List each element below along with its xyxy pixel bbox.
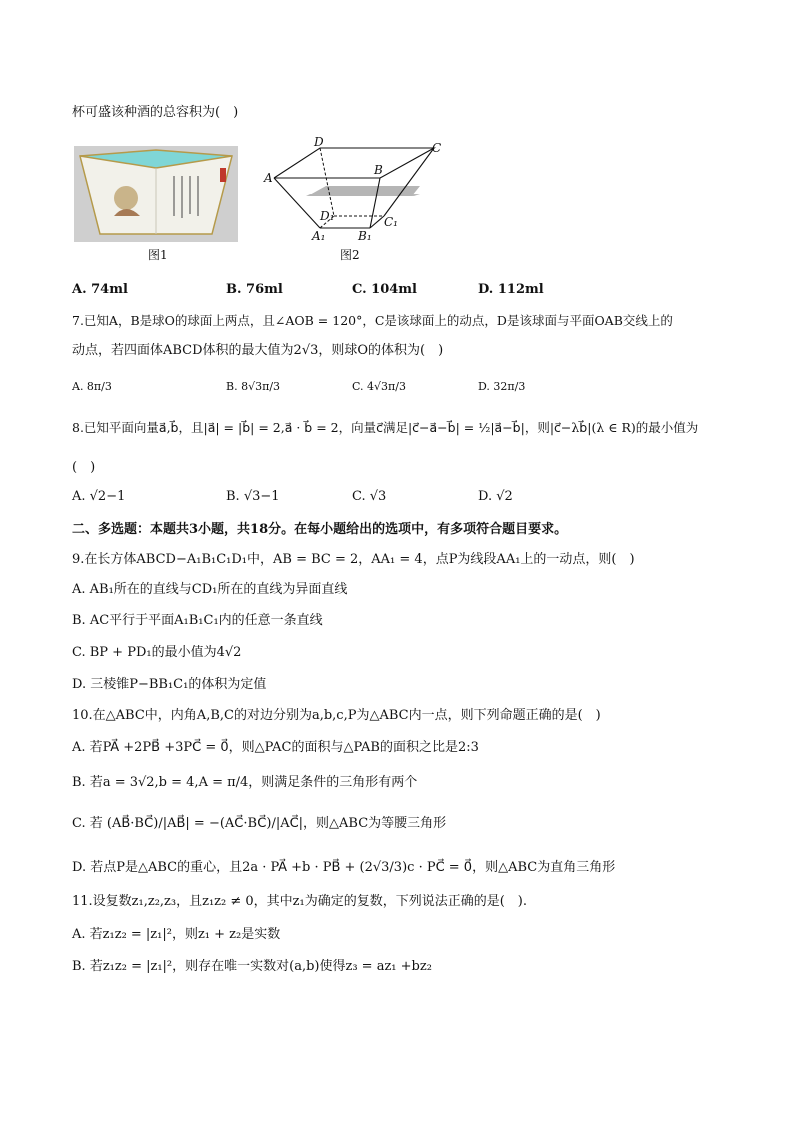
vertex-a: A	[264, 171, 273, 185]
vertex-d: D	[314, 136, 324, 149]
figure-1-label: 图1	[148, 248, 168, 262]
enamel-cup-photo	[74, 146, 238, 242]
q9-option-c: C. BP + PD₁的最小值为4√2	[72, 645, 242, 660]
vertex-b1: B₁	[358, 229, 372, 243]
q11-option-a: A. 若z₁z₂ = |z₁|²，则z₁ + z₂是实数	[72, 927, 281, 942]
vertex-d1: D₁	[320, 209, 335, 223]
q9-option-a: A. AB₁所在的直线与CD₁所在的直线为异面直线	[72, 582, 348, 597]
vertex-c: C	[432, 141, 442, 155]
q10-stem: 10.在△ABC中，内角A,B,C的对边分别为a,b,c,P为△ABC内一点，则下列命题正确的是( )	[72, 708, 601, 723]
q8-line-2: ( )	[72, 460, 96, 475]
vertex-b: B	[374, 163, 383, 177]
q7-option-b: B. 8√3π/3	[226, 380, 281, 393]
cup-illustration	[74, 146, 238, 242]
q6-option-d: D. 112ml	[478, 282, 544, 297]
q11-option-b: B. 若z₁z₂ = |z₁|²，则存在唯一实数对(a,b)使得z₃ = az₁ +bz₂	[72, 959, 432, 974]
q8-option-b: B. √3−1	[226, 489, 280, 504]
q6-option-a: A. 74ml	[72, 282, 128, 297]
q6-option-b: B. 76ml	[226, 282, 283, 297]
q9-option-d: D. 三棱锥P−BB₁C₁的体积为定值	[72, 677, 267, 692]
q10-option-a: A. 若PA⃗ +2PB⃗ +3PC⃗ = 0⃗，则△PAC的面积与△PAB的面积之比是2:3	[72, 740, 479, 755]
vertex-c1: C₁	[384, 215, 398, 229]
q8-line-1: 8.已知平面向量a⃗,b⃗，且|a⃗| = |b⃗| = 2,a⃗ · b⃗ = 2，向量c⃗满足|c⃗−a⃗−b⃗| = ½|a⃗−b⃗|，则|c⃗−λb⃗|(λ ∈ R)的最小值为	[72, 420, 699, 435]
q10-option-d: D. 若点P是△ABC的重心，且2a · PA⃗ +b · PB⃗ + (2√3/3)c · PC⃗ = 0⃗，则△ABC为直角三角形	[72, 860, 616, 875]
q9-option-b: B. AC平行于平面A₁B₁C₁内的任意一条直线	[72, 613, 323, 628]
vertex-a1: A₁	[312, 229, 326, 243]
section-2-header: 二、多选题：本题共3小题，共18分。在每小题给出的选项中，有多项符合题目要求。	[72, 522, 568, 537]
q8-option-a: A. √2−1	[72, 489, 126, 504]
q7-line-2: 动点，若四面体ABCD体积的最大值为2√3，则球O的体积为( )	[72, 343, 444, 358]
q9-stem: 9.在长方体ABCD−A₁B₁C₁D₁中，AB = BC = 2，AA₁ = 4，点P为线段AA₁上的一动点，则( )	[72, 552, 635, 567]
q6-stem-tail: 杯可盛该种酒的总容积为( )	[72, 105, 239, 120]
q7-line-1: 7.已知A，B是球O的球面上两点，且∠AOB = 120°，C是该球面上的动点，D是该球面与平面OAB交线上的	[72, 313, 673, 328]
q6-option-c: C. 104ml	[352, 282, 417, 297]
q8-option-d: D. √2	[478, 489, 513, 504]
q7-option-d: D. 32π/3	[478, 380, 526, 393]
frustum-diagram	[262, 136, 452, 248]
q10-option-b: B. 若a = 3√2,b = 4,A = π/4，则满足条件的三角形有两个	[72, 775, 418, 790]
q10-option-c: C. 若 (AB⃗·BC⃗)/|AB⃗| = −(AC⃗·BC⃗)/|AC⃗|，则△ABC为等腰三角形	[72, 816, 447, 831]
q7-option-a: A. 8π/3	[72, 380, 112, 393]
q7-option-c: C. 4√3π/3	[352, 380, 406, 393]
q11-stem: 11.设复数z₁,z₂,z₃，且z₁z₂ ≠ 0，其中z₁为确定的复数，下列说法正确的是( ).	[72, 894, 528, 909]
figure-2-label: 图2	[340, 248, 360, 262]
q8-option-c: C. √3	[352, 489, 387, 504]
